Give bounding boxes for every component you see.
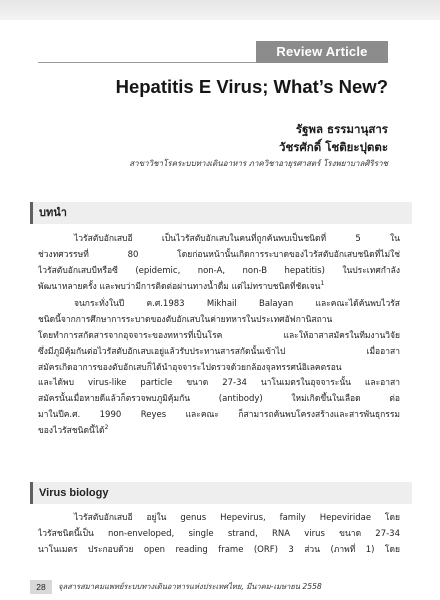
reference-marker: 1: [320, 279, 325, 287]
reference-marker: 2: [104, 424, 109, 432]
paragraph-line: ไวรัสตับอักเสบบีหรือซี (epidemic, non-A, non-B hepatitis) ในประเทศกำลัง: [38, 265, 400, 276]
line-text: พัฒนาหลายครั้ง และพบว่ามีการติดต่อผ่านทางน้ำดื่ม แต่ไม่ทราบชนิดที่ชัดเจน: [38, 281, 321, 292]
top-decorative-band: [0, 0, 440, 20]
journal-citation: จุลสารสมาคมแพทย์ระบบทางเดินอาหารแห่งประเทศไทย, มีนาคม-เมษายน 2558: [58, 582, 322, 591]
header-rule: [38, 62, 260, 63]
paragraph-line: ไวรัสตับอักเสบอี เป็นไวรัสตับอักเสบในคนที่ถูกค้นพบเป็นชนิดที่ 5 ใน: [74, 234, 400, 244]
author-affiliation: สาขาวิชาโรคระบบทางเดินอาหาร ภาควิชาอายุรศาสตร์ โรงพยาบาลศิริราช: [129, 159, 388, 168]
paragraph-line: ซึ่งมีภูมิคุ้มกันต่อไวรัสตับอักเสบเอยู่แล้วรับประทานสารสกัดนั้นเข้าไป เมื่ออาสา: [38, 346, 400, 357]
page-number: 28: [30, 580, 52, 594]
section-heading-introduction: บทนำ: [30, 202, 412, 224]
paragraph-line: [38, 424, 400, 440]
paragraph-line: และได้พบ virus-like particle ขนาด 27-34 นาโนเมตรในอุจจาระนั้น และอาสา: [38, 378, 400, 389]
page-footer: [30, 580, 412, 594]
virus-biology-paragraph: [38, 511, 400, 559]
paragraph-line: ชนิดนี้จากการศึกษาการระบาดของตับอักเสบในค่ายทหารในประเทศอัฟกานิสถาน: [38, 314, 333, 325]
author-name: วัชรศักดิ์ โชติยะปุตตะ: [279, 140, 388, 154]
introduction-paragraph-1: [38, 232, 400, 296]
paragraph-line: ไวรัสชนิดนี้เป็น non-enveloped, single strand, RNA virus ขนาด 27-34: [38, 528, 400, 539]
paragraph-line: ช่วงทศวรรษที่ 80 โดยก่อนหน้านั้นเกิดการระบาดของไวรัสตับอักเสบชนิดที่ไม่ใช่: [38, 249, 400, 260]
author-name: รัฐพล ธรรมานุสาร: [295, 122, 388, 136]
section-heading-virus-biology: Virus biology: [30, 482, 412, 504]
paragraph-line: โดยทำการสกัดสารจากอุจจาระของทหารที่เป็นโรค และให้อาสาสมัครในทีมงานวิจัย: [38, 330, 400, 341]
paragraph-line: นาโนเมตร ประกอบด้วย open reading frame (ORF) 3 ส่วน (ภาพที่ 1) โดย: [38, 544, 400, 555]
paragraph-line: [38, 280, 400, 296]
paragraph-line: สมัครเกิดอาการของตับอักเสบก็ได้นำอุจจาระไปตรวจด้วยกล้องจุลทรรศน์อิเลคตรอน: [38, 362, 342, 373]
article-title: Hepatitis E Virus; What’s New?: [115, 76, 388, 97]
article-type-badge: Review Article: [256, 41, 388, 63]
paragraph-line: สมัครนั้นเมื่อหายดีแล้วก็ตรวจพบภูมิคุ้มกัน (antibody) ใหม่เกิดขึ้นในเลือด ต่อ: [38, 394, 400, 405]
paragraph-line: จนกระทั่งในปี ค.ศ.1983 Mikhail Balayan และคณะได้ค้นพบไวรัส: [74, 299, 400, 309]
line-text: ของไวรัสชนิดนี้ได้: [38, 426, 105, 437]
paragraph-line: ไวรัสตับอักเสบอี อยู่ใน genus Hepevirus, family Hepeviridae โดย: [74, 513, 400, 523]
paragraph-line: มาในปีค.ศ. 1990 Reyes และคณะ ก็สามารถค้นพบโครงสร้างและสารพันธุกรรม: [38, 410, 400, 421]
introduction-paragraph-2: [38, 297, 400, 440]
